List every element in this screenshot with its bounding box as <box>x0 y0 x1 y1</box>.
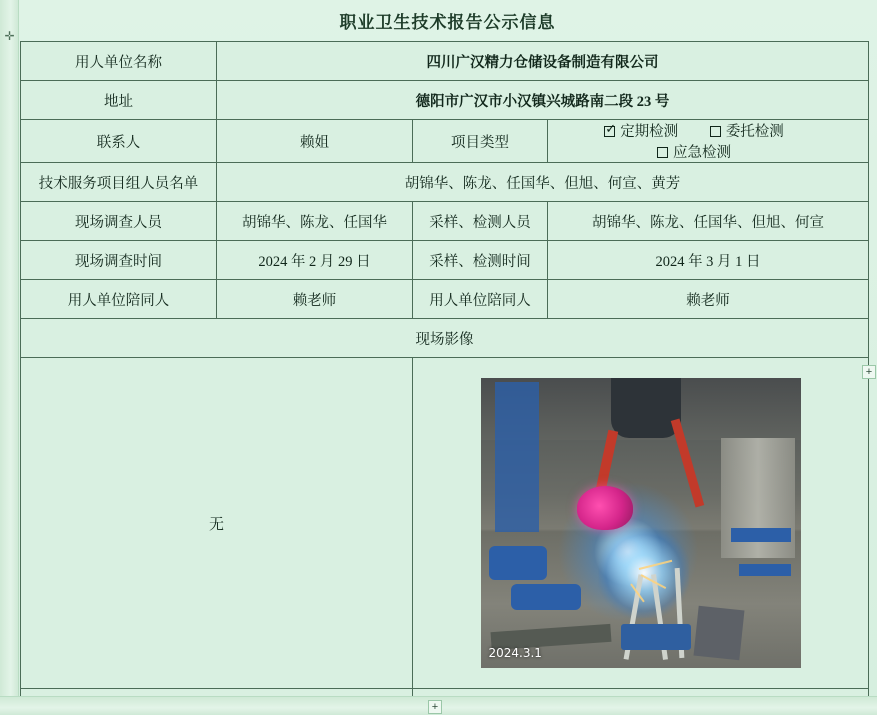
table-row <box>21 319 869 358</box>
checkbox-icon[interactable] <box>710 126 721 137</box>
table-row <box>21 163 869 202</box>
survey-staff-label: 现场调查人员 <box>21 202 217 241</box>
photo-pink-machine <box>577 486 633 530</box>
photo-blue-column <box>495 382 539 532</box>
media-section-label: 现场影像 <box>21 319 869 358</box>
team-value: 胡锦华、陈龙、任国华、但旭、何宣、黄芳 <box>217 163 869 202</box>
project-type-option-entrusted-label: 委托检测 <box>725 124 784 140</box>
media-right-cell <box>413 358 869 689</box>
resize-handle-right[interactable]: + <box>862 365 876 379</box>
photo-steel-part <box>693 606 744 661</box>
table-row <box>21 81 869 120</box>
media-left-value: 无 <box>208 516 224 533</box>
project-type-options <box>548 120 869 163</box>
escort2-value: 赖老师 <box>548 280 869 319</box>
site-photo <box>481 378 801 668</box>
project-type-option-entrusted[interactable] <box>710 120 784 141</box>
project-type-option-emergency[interactable] <box>657 141 731 162</box>
page-title: 职业卫生技术报告公示信息 <box>339 13 556 32</box>
escort2-label: 用人单位陪同人 <box>413 280 548 319</box>
move-handle-icon[interactable]: ✛ <box>4 29 15 43</box>
survey-staff-value: 胡锦华、陈龙、任国华 <box>217 202 413 241</box>
survey-time-label: 现场调查时间 <box>21 241 217 280</box>
table-row <box>21 42 869 81</box>
escort1-label: 用人单位陪同人 <box>21 280 217 319</box>
table-row <box>21 280 869 319</box>
project-type-label: 项目类型 <box>413 120 548 163</box>
table-row <box>21 241 869 280</box>
sampling-time-value: 2024 年 3 月 1 日 <box>548 241 869 280</box>
media-left-cell <box>21 358 413 689</box>
photo-overhead-unit <box>611 378 681 438</box>
checkbox-checked-icon[interactable] <box>604 126 615 137</box>
left-margin-strip <box>0 0 19 715</box>
info-table <box>20 41 869 715</box>
address-label: 地址 <box>21 81 217 120</box>
project-type-option-regular-label: 定期检测 <box>620 124 679 140</box>
contact-label: 联系人 <box>21 120 217 163</box>
photo-sampler-box <box>621 624 691 650</box>
sampling-staff-label: 采样、检测人员 <box>413 202 548 241</box>
survey-time-value: 2024 年 2 月 29 日 <box>217 241 413 280</box>
table-row <box>21 202 869 241</box>
photo-blue-part <box>731 528 791 542</box>
checkbox-icon[interactable] <box>657 147 668 158</box>
escort1-value: 赖老师 <box>217 280 413 319</box>
document-body <box>18 0 877 715</box>
photo-blue-pipe <box>489 546 547 580</box>
employer-label: 用人单位名称 <box>21 42 217 81</box>
sampling-time-label: 采样、检测时间 <box>413 241 548 280</box>
table-row-media <box>21 358 869 689</box>
sampling-staff-value: 胡锦华、陈龙、任国华、但旭、何宣 <box>548 202 869 241</box>
photo-date-stamp: 2024.3.1 <box>488 646 542 660</box>
project-type-option-regular[interactable] <box>604 120 678 141</box>
table-row <box>21 120 869 163</box>
address-value: 德阳市广汉市小汉镇兴城路南二段 23 号 <box>217 81 869 120</box>
photo-blue-pipe <box>511 584 581 610</box>
project-type-option-emergency-label: 应急检测 <box>673 145 731 161</box>
contact-value: 赖姐 <box>217 120 413 163</box>
resize-handle-bottom[interactable]: + <box>428 700 442 714</box>
team-label: 技术服务项目组人员名单 <box>21 163 217 202</box>
photo-blue-part <box>739 564 791 576</box>
employer-value: 四川广汉精力仓储设备制造有限公司 <box>217 42 869 81</box>
